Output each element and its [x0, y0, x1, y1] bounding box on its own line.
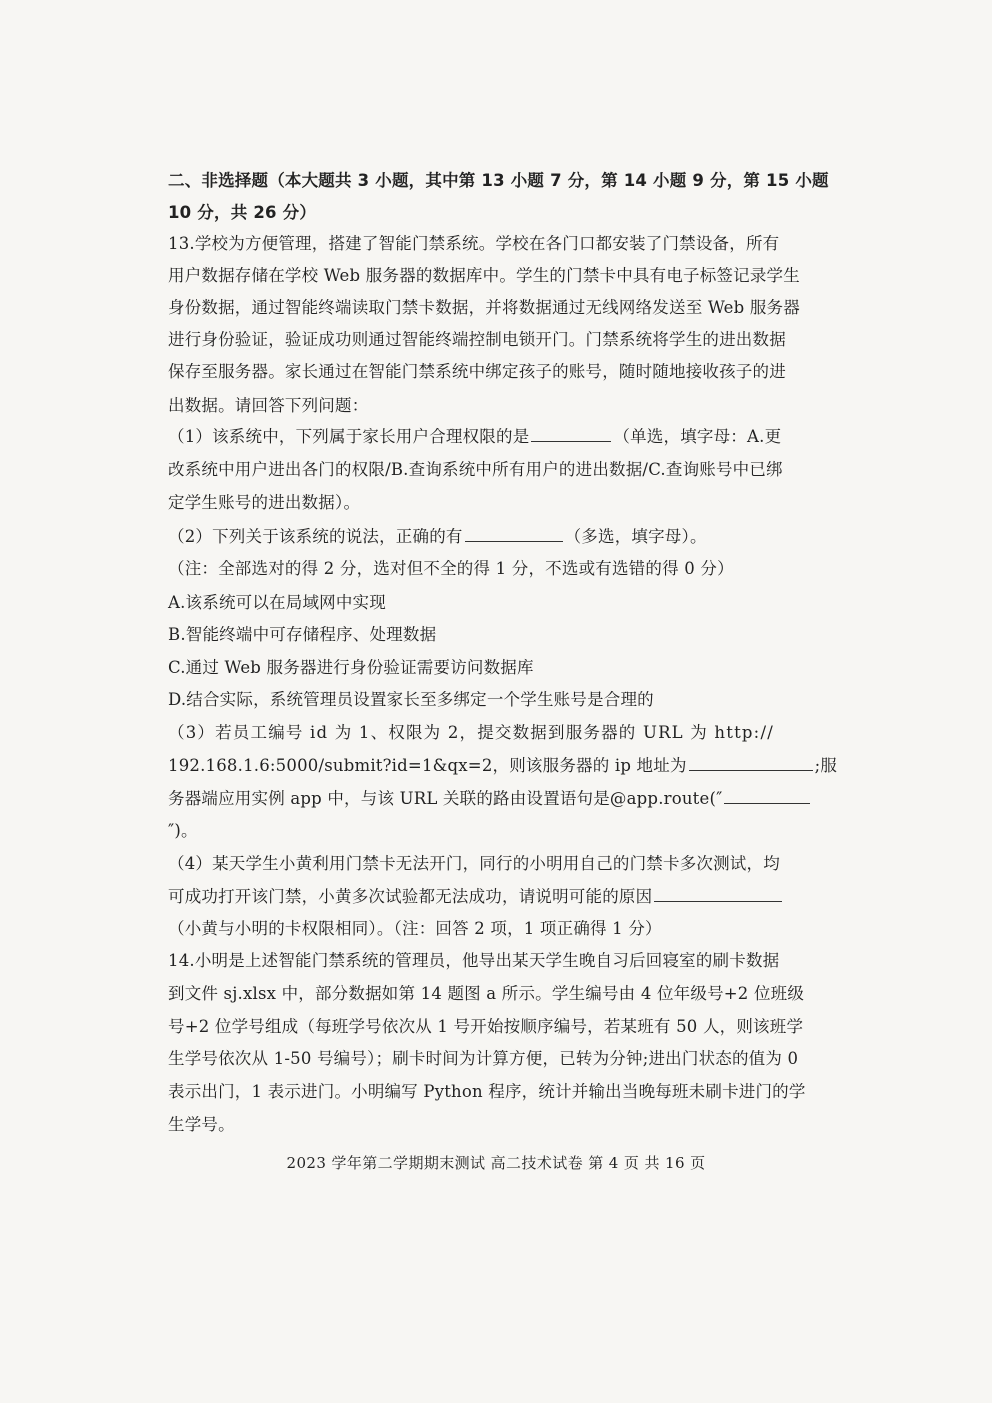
q14-line6: 生学号。: [168, 1115, 235, 1134]
answer-blank-part1[interactable]: [531, 427, 611, 442]
q14-line5: 表示出门，1 表示进门。小明编写 Python 程序，统计并输出当晚每班未刷卡进门的学: [168, 1082, 806, 1101]
q13-part2-line1: [168, 526, 707, 548]
q13-part3-route-text: 务器端应用实例 app 中，与该 URL 关联的路由设置语句是@app.route(″: [168, 789, 723, 808]
q13-part3-line4: ″)。: [168, 821, 198, 840]
q13-intro-line4: 进行身份验证，验证成功则通过智能终端控制电锁开门。门禁系统将学生的进出数据: [168, 330, 786, 349]
answer-blank-reason[interactable]: [654, 887, 782, 902]
q13-part1-options-intro: （单选，填字母：A.更: [613, 427, 782, 446]
q13-part3-continue: ;服: [814, 756, 838, 775]
q13-part1-line3: 定学生账号的进出数据）。: [168, 493, 361, 512]
q13-part2-note: （注：全部选对的得 2 分，选对但不全的得 1 分，不选或有选错的得 0 分）: [168, 559, 734, 578]
q13-intro-line1: 13.学校为方便管理，搭建了智能门禁系统。学校在各门口都安装了门禁设备，所有: [168, 234, 780, 253]
q13-option-d: D.结合实际，系统管理员设置家长至多绑定一个学生账号是合理的: [168, 690, 654, 709]
answer-blank-ip-address[interactable]: [689, 756, 813, 771]
answer-blank-part2[interactable]: [465, 527, 563, 542]
q13-intro-line3: 身份数据，通过智能终端读取门禁卡数据，并将数据通过无线网络发送至 Web 服务器: [168, 298, 800, 317]
q13-intro-line5: 保存至服务器。家长通过在智能门禁系统中绑定孩子的账号，随时随地接收孩子的进: [168, 362, 786, 381]
q13-part1-text: （1）该系统中，下列属于家长用户合理权限的是: [168, 427, 530, 446]
q13-option-a: A.该系统可以在局域网中实现: [168, 593, 386, 612]
q13-part3-line1: （3）若员工编号 id 为 1、权限为 2，提交数据到服务器的 URL 为 http://: [168, 723, 774, 742]
q13-option-c: C.通过 Web 服务器进行身份验证需要访问数据库: [168, 658, 534, 677]
q14-line1: 14.小明是上述智能门禁系统的管理员，他导出某天学生晚自习后回寝室的刷卡数据: [168, 951, 780, 970]
q13-intro-line6: 出数据。请回答下列问题：: [168, 396, 369, 415]
q13-part4-line2: [168, 886, 784, 908]
q13-part4-text: 可成功打开该门禁，小黄多次试验都无法成功，请说明可能的原因: [168, 887, 653, 906]
q13-part2-text: （2）下列关于该系统的说法，正确的有: [168, 527, 463, 546]
q13-part4-line3: （小黄与小明的卡权限相同）。（注：回答 2 项，1 项正确得 1 分）: [168, 919, 662, 938]
page-footer: 2023 学年第二学期期末测试 高二技术试卷 第 4 页 共 16 页: [286, 1154, 706, 1172]
answer-blank-route[interactable]: [724, 789, 810, 804]
q13-part3-line2: [168, 755, 837, 777]
q14-line3: 号+2 位学号组成（每班学号依次从 1 号开始按顺序编号，若某班有 50 人，则该班学: [168, 1017, 804, 1036]
q13-part3-ip-text: 192.168.1.6:5000/submit?id=1&qx=2，则该服务器的 ip 地址为: [168, 756, 687, 775]
q13-part1-line2: 改系统中用户进出各门的权限/B.查询系统中所有用户的进出数据/C.查询账号中已绑: [168, 460, 783, 479]
q14-line2: 到文件 sj.xlsx 中，部分数据如第 14 题图 a 所示。学生编号由 4 位年级号+2 位班级: [168, 984, 805, 1003]
section-heading-line1: 二、非选择题（本大题共 3 小题，其中第 13 小题 7 分，第 14 小题 9 分，第 15 小题: [168, 171, 829, 190]
section-heading-line2: 10 分，共 26 分）: [168, 203, 317, 222]
q13-intro-line2: 用户数据存储在学校 Web 服务器的数据库中。学生的门禁卡中具有电子标签记录学生: [168, 266, 800, 285]
q14-line4: 生学号依次从 1-50 号编号）；刷卡时间为计算方便，已转为分钟;进出门状态的值为 0: [168, 1049, 799, 1068]
q13-part3-line3: [168, 788, 812, 810]
q13-part4-line1: （4）某天学生小黄利用门禁卡无法开门，同行的小明用自己的门禁卡多次测试，均: [168, 854, 780, 873]
q13-part2-instruction: （多选，填字母）。: [564, 527, 707, 546]
q13-option-b: B.智能终端中可存储程序、处理数据: [168, 625, 437, 644]
q13-part1-line1: [168, 426, 781, 448]
